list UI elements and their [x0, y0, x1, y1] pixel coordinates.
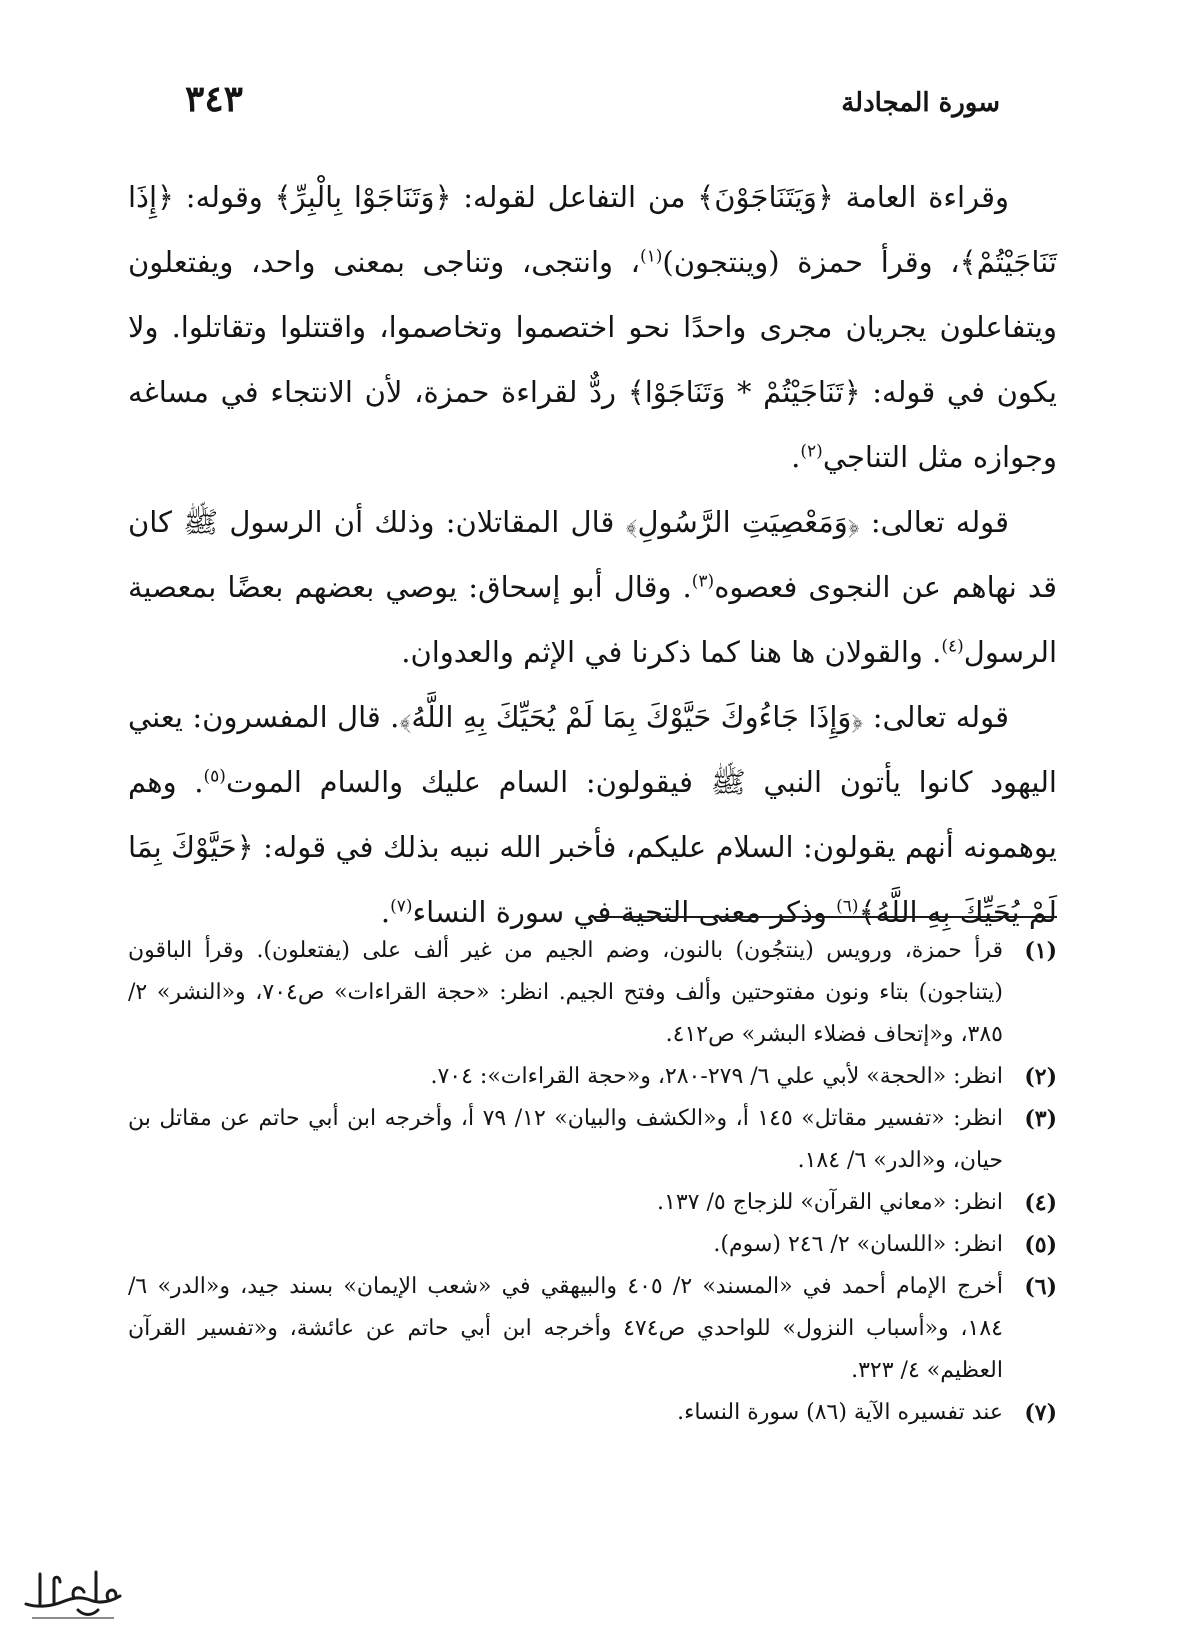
footnote-reference[interactable]: (٧): [390, 896, 413, 917]
footnote-reference[interactable]: (٢): [800, 441, 823, 462]
footnote-number: (٣): [1024, 1106, 1057, 1132]
surah-title: سورة المجادلة: [841, 88, 1000, 118]
quran-quote: ﴿حَيَّوْكَ بِمَا لَمْ يُحَيِّكَ بِهِ اللَّهُ﴾: [128, 830, 1057, 929]
footnote-text: أخرج الإمام أحمد في «المسند» ٢/ ٤٠٥ والبيهقي في «شعب الإيمان» بسند جيد، و«الدر» ٦/ ١٨٤، و«أسباب النزول» للواحدي ص٤٧٤ وأخرجه ابن أبي حاتم عن عائشة، و«تفسير القرآن العظيم» ٤/ ٣٢٣.: [128, 1274, 1004, 1383]
text-run: . وقال أبو إسحاق: يوصي بعضهم بعضًا بمعصية الرسول: [128, 570, 1057, 669]
paragraph-tahiyya: [128, 685, 1057, 945]
text-run: وذكر معنى التحية في سورة النساء: [412, 895, 837, 929]
footnote: [128, 1056, 1057, 1098]
text-run: ، وقرأ حمزة (وينتجون): [662, 245, 960, 279]
footnote-text: قرأ حمزة، ورويس (ينتجُون) بالنون، وضم الجيم من غير ألف على (يفتعلون). وقرأ الباقون (يتناجون) بتاء ونون مفتوحتين وألف وفتح الجيم. انظر: «حجة القراءات» ص٧٠٤، و«النشر» ٢/ ٣٨٥، و«إتحاف فضلاء البشر» ص٤١٢.: [128, 938, 1003, 1047]
text-run: . قال المفسرون: يعني اليهود كانوا يأتون النبي ﷺ فيقولون: السام عليك والسام الموت: [128, 700, 1057, 799]
footnote-number: (٥): [1024, 1232, 1057, 1258]
text-run: قوله تعالى:: [859, 505, 1010, 539]
text-run: . وهم يوهمونه أنهم يقولون: السلام عليكم، فأخبر الله نبيه بذلك في قوله:: [128, 765, 1057, 864]
footnote-text: عند تفسيره الآية (٨٦) سورة النساء.: [677, 1400, 1003, 1425]
quran-quote: ﴿وَتَنَاجَوْا بِالْبِرِّ﴾: [274, 180, 452, 214]
paragraph-qiraat: [128, 165, 1057, 490]
footnote-number: (٦): [1024, 1274, 1057, 1300]
quran-quote: ﴿إِذَا تَنَاجَيْتُمْ﴾: [128, 180, 1057, 279]
text-run: وقراءة العامة: [833, 180, 1009, 214]
footnote-text: انظر: «الحجة» لأبي علي ٦/ ٢٧٩-٢٨٠، و«حجة القراءات»: ٧٠٤.: [430, 1064, 1003, 1089]
footnote-reference[interactable]: (١): [639, 246, 663, 267]
text-run: قوله تعالى:: [863, 700, 1009, 734]
footnote-number: (٢): [1024, 1064, 1057, 1090]
footnote-number: (٧): [1024, 1400, 1057, 1426]
publisher-logo-icon: [18, 1556, 128, 1626]
footnote: [128, 1266, 1057, 1392]
text-run: وقوله:: [174, 180, 275, 214]
quran-quote: ﴿تَنَاجَيْتُمْ * وَتَنَاجَوْا﴾: [627, 375, 861, 409]
footnote-reference[interactable]: (٦): [836, 896, 859, 917]
footnote-number: (٤): [1024, 1190, 1057, 1216]
running-header: [185, 78, 1000, 126]
footnotes: [128, 930, 1057, 1434]
main-text: [128, 165, 1057, 945]
page-number: ٣٤٣: [185, 78, 244, 120]
footnote: [128, 1098, 1057, 1182]
paragraph-masiyat: [128, 490, 1057, 685]
footnote-text: انظر: «تفسير مقاتل» ١٤٥ أ، و«الكشف والبيان» ١٢/ ٧٩ أ، وأخرجه ابن أبي حاتم عن مقاتل بن حيان، و«الدر» ٦/ ١٨٤.: [128, 1106, 1004, 1173]
footnote-divider: [592, 916, 1057, 918]
footnote-reference[interactable]: (٣): [691, 571, 715, 592]
text-run: قال المقاتلان: وذلك أن الرسول ﷺ كان قد نهاهم عن النجوى فعصوه: [128, 505, 1057, 604]
footnote-number: (١): [1024, 938, 1057, 964]
footnote-text: انظر: «معاني القرآن» للزجاج ٥/ ١٣٧.: [657, 1190, 1003, 1215]
footnote: [128, 1182, 1057, 1224]
text-run: . والقولان ها هنا كما ذكرنا في الإثم والعدوان.: [401, 635, 942, 669]
footnote-reference[interactable]: (٤): [941, 636, 964, 657]
footnote: [128, 1392, 1057, 1434]
text-run: من التفاعل لقوله:: [451, 180, 698, 214]
footnote: [128, 930, 1057, 1056]
text-run: ردٌّ لقراءة حمزة، لأن الانتجاء في مساغه وجوازه مثل التناجي: [128, 375, 1057, 474]
footnote-reference[interactable]: (٥): [203, 766, 226, 787]
quran-quote: ﴿وَمَعْصِيَتِ الرَّسُولِ﴾: [625, 505, 860, 539]
quran-quote: ﴿وَإِذَا جَاءُوكَ حَيَّوْكَ بِمَا لَمْ يُحَيِّكَ بِهِ اللَّهُ﴾: [399, 700, 864, 734]
quran-quote: ﴿وَيَتَنَاجَوْنَ﴾: [697, 180, 834, 214]
text-run: .: [380, 895, 391, 929]
text-run: .: [791, 440, 801, 474]
footnote: [128, 1224, 1057, 1266]
text-run: ، وانتجى، وتناجى بمعنى واحد، ويفتعلون ويتفاعلون يجريان مجرى واحدًا نحو اختصموا وتخاصموا، واقتتلوا وتقاتلوا. ولا يكون في قوله:: [128, 245, 1057, 409]
footnote-text: انظر: «اللسان» ٢/ ٢٤٦ (سوم).: [713, 1232, 1003, 1257]
